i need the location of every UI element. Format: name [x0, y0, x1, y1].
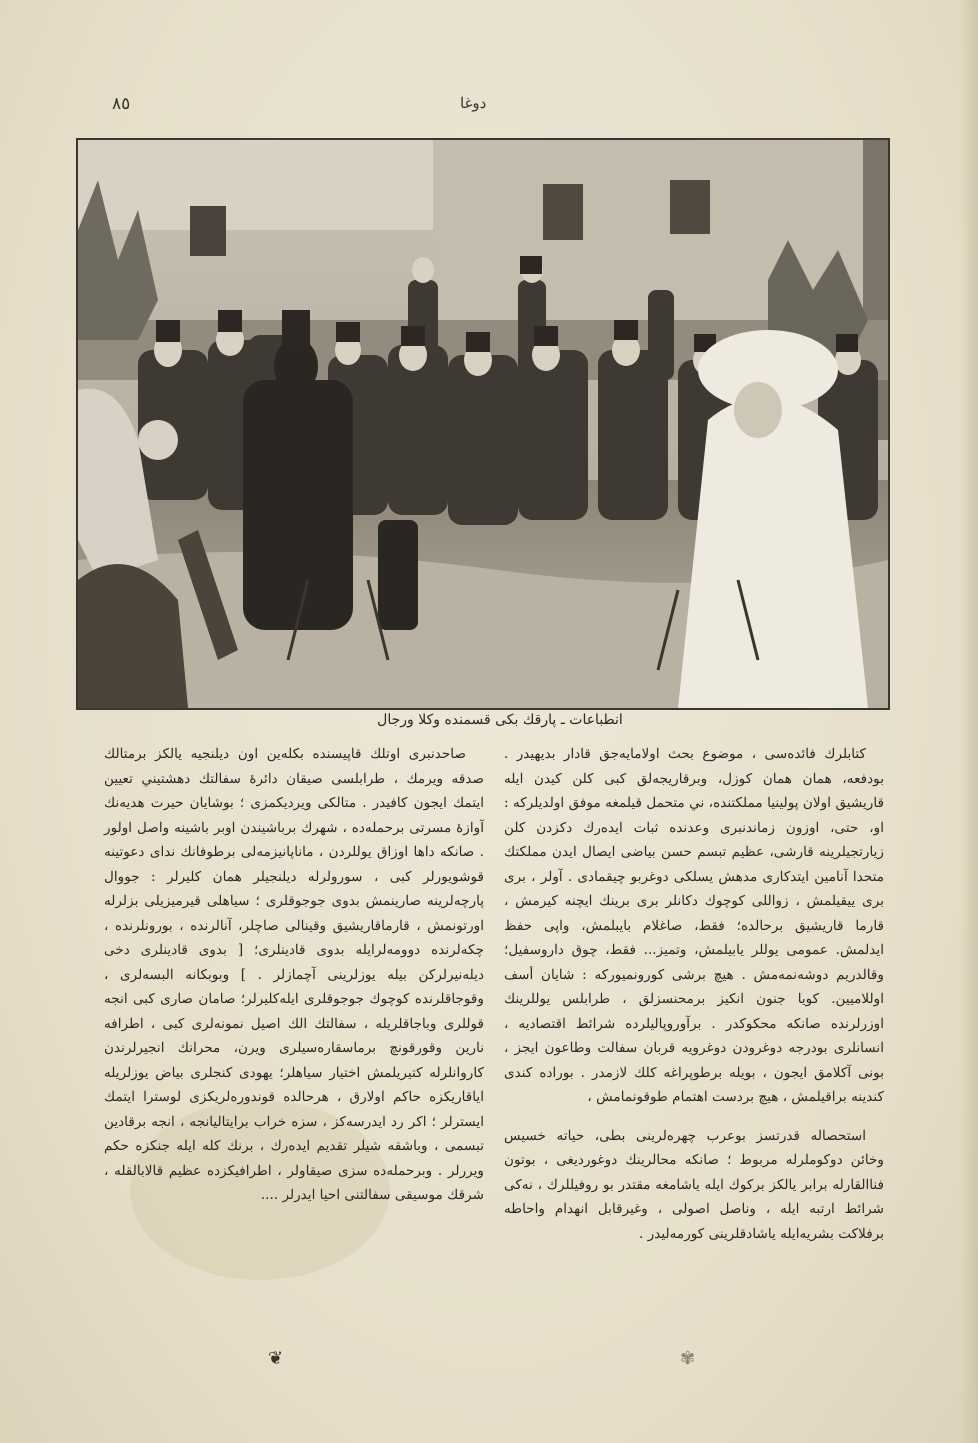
text-column-right: [504, 742, 884, 1260]
figure-caption: انطباعات ـ پارقك بكى قسمنده وكلا ورجال: [377, 712, 623, 728]
halftone-photograph: [76, 138, 890, 710]
paragraph: صاحدنبرى اوتلك قاپيسنده بكله‌ين اون ديلنجيه يالكز برمتالك صدقه ويرمك ، طرابلسى صيقان دائرۀ سفالتك دهشتيني تعيين ايتمك ايجون كافيدر . متالكى ويرديكمزى ؛ بوشايان حيرت هديه‌نك آوازۀ مسرتى برحمله‌ده ، شهرك برباشيندن اوبر باشينه واصل اولور . صانكه داها اوزاق يوللردن ، ماناپانيزمه‌لى برطوفانك نداى دعوتينه قوشويورلر كبى ، سورولرله ديلنجيلر همان كليرلر : جووال پارچه‌لرينه صارينمش بدوى جوجوقلرى ؛ سياهلى قيرميزيلى بزلرله اورتونمش ، قارماقاريشيق وقينالى صاچلر، آنالرنده ، بورونلرنده ، چكه‌لرنده دوومه‌لرايله بدوى قادينلرى؛ [ بدوى قادينلرى دخى ديله‌نيرلركن بيله يوزلرينى آچمازلر . ] وبوبكانه البسه‌لرى ، وقوجاقلرنده كوچوك جوجوقلرى ايله‌كليرلر؛ صامان صارى كبى انجه قوللرى وباجاقلريله ، سفالتك الك اصيل نمونه‌لرى كبى ، اطرافه نارين وقورقونچ برماسقاره‌سيلرى ويرن، محرانك انجيرلرندن كاروانلرله كتيريلمش اختيار سياهلر؛ يهودى كنجلرى بياض يوزلريله اياقاريكزه حاكم اولارق ، هرحالده قوندوره‌لريكزى لوسترا ايتمك ايسترلر ؛ اكر رد ايدرسه‌كز ، سزه خراب برايتاليانجه ، انجه برقادين تبسمى ، وباشقه شيلر تقديم ايده‌رك ، برنك كله ايله جنكزه حكم ويررلر . وبرحمله‌ده سزى صيقاولر ، اطرافيكزده عظيم قالابالقله ، شرقك موسيقى سفالتنى احيا ايدرلر ....: [104, 746, 484, 1203]
ornament-left: ❦: [268, 1348, 284, 1369]
page-spine-shadow: [960, 0, 978, 1443]
page-number: ٨٥: [112, 94, 131, 114]
ornament-right: ✾: [680, 1348, 696, 1369]
paragraph: كتابلرك فائده‌سى ، موضوع بحث اولامايه‌جق قادار بديهيدر . بودفعه، همان همان كوزل، وبرقاريجه‌لق كبى كلن كيدن ايله قاريشيق اولان پولينيا مملكتنده، ني متحمل قيلمغه موفق اولديلركه : او، حتى، اوزون زماندنبرى وعدنده‌ ثبات ايده‌رك دكزدن كلن زيارتجيلرينه قارشى، عظيم تبسم حسن بياضى ايصال ايدن مملكتك متحدا آنامين ايتدكارى مدهش يسلكى دوغربو چيقمادى . آولر ، برى برى ييقيلمش ، زواللى كوچوك دكانلر برى برينك ايچنه كيرمش ، قارما قاريشيق برحالده؛ فقط، صاغلام بايبلمش، واپى حفظ ايدلمش. عمومى يوللر يابيلمش، وتميز... فقط، چوق داروسفيل؛ وقالدريم دوشه‌نمه‌مش . هيچ برشى كورونميوركه : شايان أسف اوللاميين. كويا جنون انكيز برمحنسزلق ، طرابلس يوللرينك اوزرلرنده صانكه محكوكدر . برآوروپاليلرده شرائط اقتصاديه ، انسانلرى بودرجه دوغرودن دوغرويه قربان سفالت وطاعون ايجز ، بونى آكلامق ايجون ، بويله برطوپراغه كلك لازمدر . بوراده كندى كندينه براقيلمش ، هيچ بردست اهتمام طوقونمامش ،: [504, 746, 884, 1105]
running-title: دوغا: [460, 94, 487, 112]
text-column-left: [104, 742, 484, 1222]
photo-illustration: [78, 140, 888, 708]
paragraph: استحصاله قدرتسز بوعرب چهره‌لرينى بطى، حياته خسيس وخائن دوكوملرله مربوط ؛ صانكه محالرينك دوغورديغى ، بوتون فناالقارله برابر يالكز بركوك ايله ياشامغه مقتدر بو روفيللرك ، نه‌كى شرائط ارتبه ايله ، وناصل اصولى ، وغيرقابل انهدام واحاطه برفلاكت بشريه‌ايله ياشادقلرينى كورمه‌ليدر .: [504, 1127, 884, 1242]
